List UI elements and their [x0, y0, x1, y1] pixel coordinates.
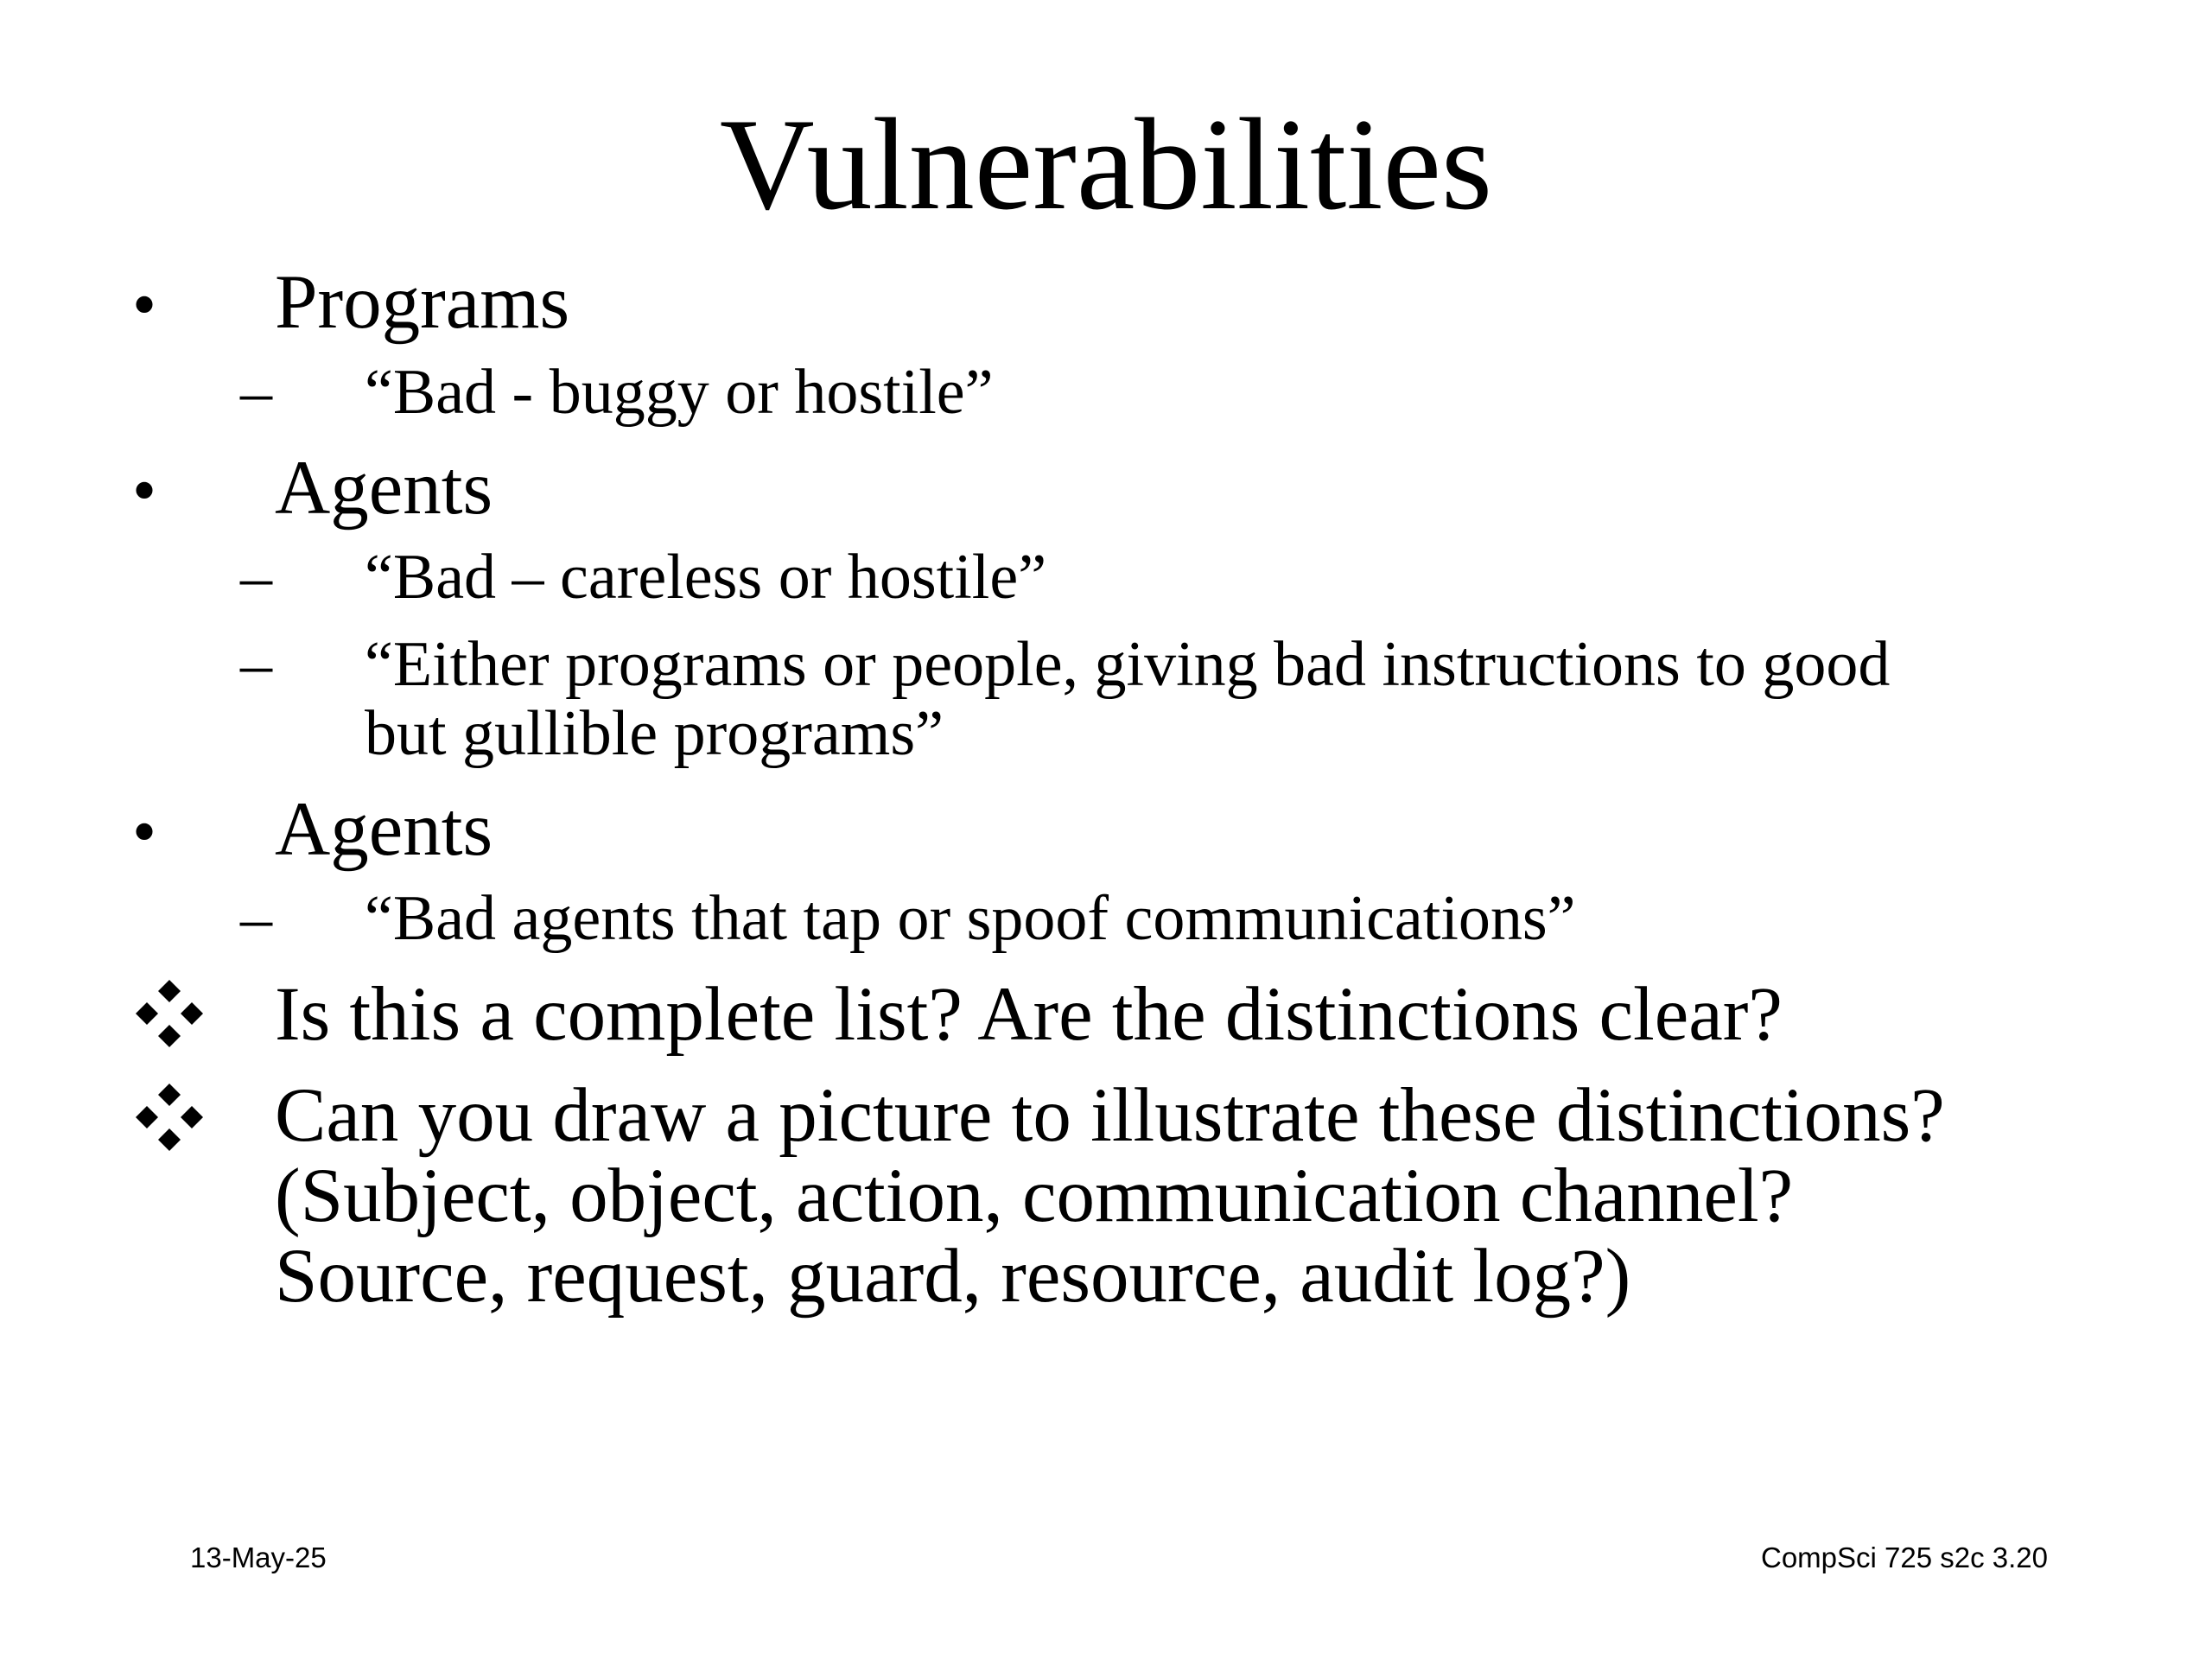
- bullet-label: Agents: [275, 446, 493, 531]
- question-text-continued: Source, request, guard, resource, audit log?): [275, 1234, 1631, 1319]
- slide-title: Vulnerabilities: [719, 92, 1493, 237]
- subitem-text: “Bad - buggy or hostile”: [365, 357, 994, 428]
- subitem-text: “Either programs or people, giving bad instructions to good: [365, 629, 1891, 700]
- footer-course: CompSci 725 s2c 3.20: [1760, 1541, 2048, 1573]
- dash-marker: –: [240, 629, 272, 700]
- footer-date: 13-May-25: [190, 1541, 327, 1573]
- dash-marker: –: [240, 542, 272, 613]
- dash-marker: –: [240, 357, 272, 428]
- four-diamonds-icon: [132, 1080, 207, 1154]
- bullet-label: Agents: [275, 787, 493, 872]
- question-text: Is this a complete list? Are the distinctions clear?: [275, 972, 1783, 1057]
- bullet-marker: •: [132, 267, 157, 343]
- dash-marker: –: [240, 883, 272, 954]
- question-text: Can you draw a picture to illustrate these distinctions?: [275, 1073, 1945, 1158]
- bullet-marker: •: [132, 453, 157, 529]
- bullet-label: Programs: [275, 260, 570, 345]
- question-text-continued: (Subject, object, action, communication channel?: [275, 1154, 1794, 1238]
- bullet-marker: •: [132, 794, 157, 870]
- subitem-text-continued: but gullible programs”: [365, 698, 944, 769]
- subitem-text: “Bad agents that tap or spoof communications”: [365, 883, 1576, 954]
- four-diamonds-icon: [132, 976, 207, 1051]
- subitem-text: “Bad – careless or hostile”: [365, 542, 1047, 613]
